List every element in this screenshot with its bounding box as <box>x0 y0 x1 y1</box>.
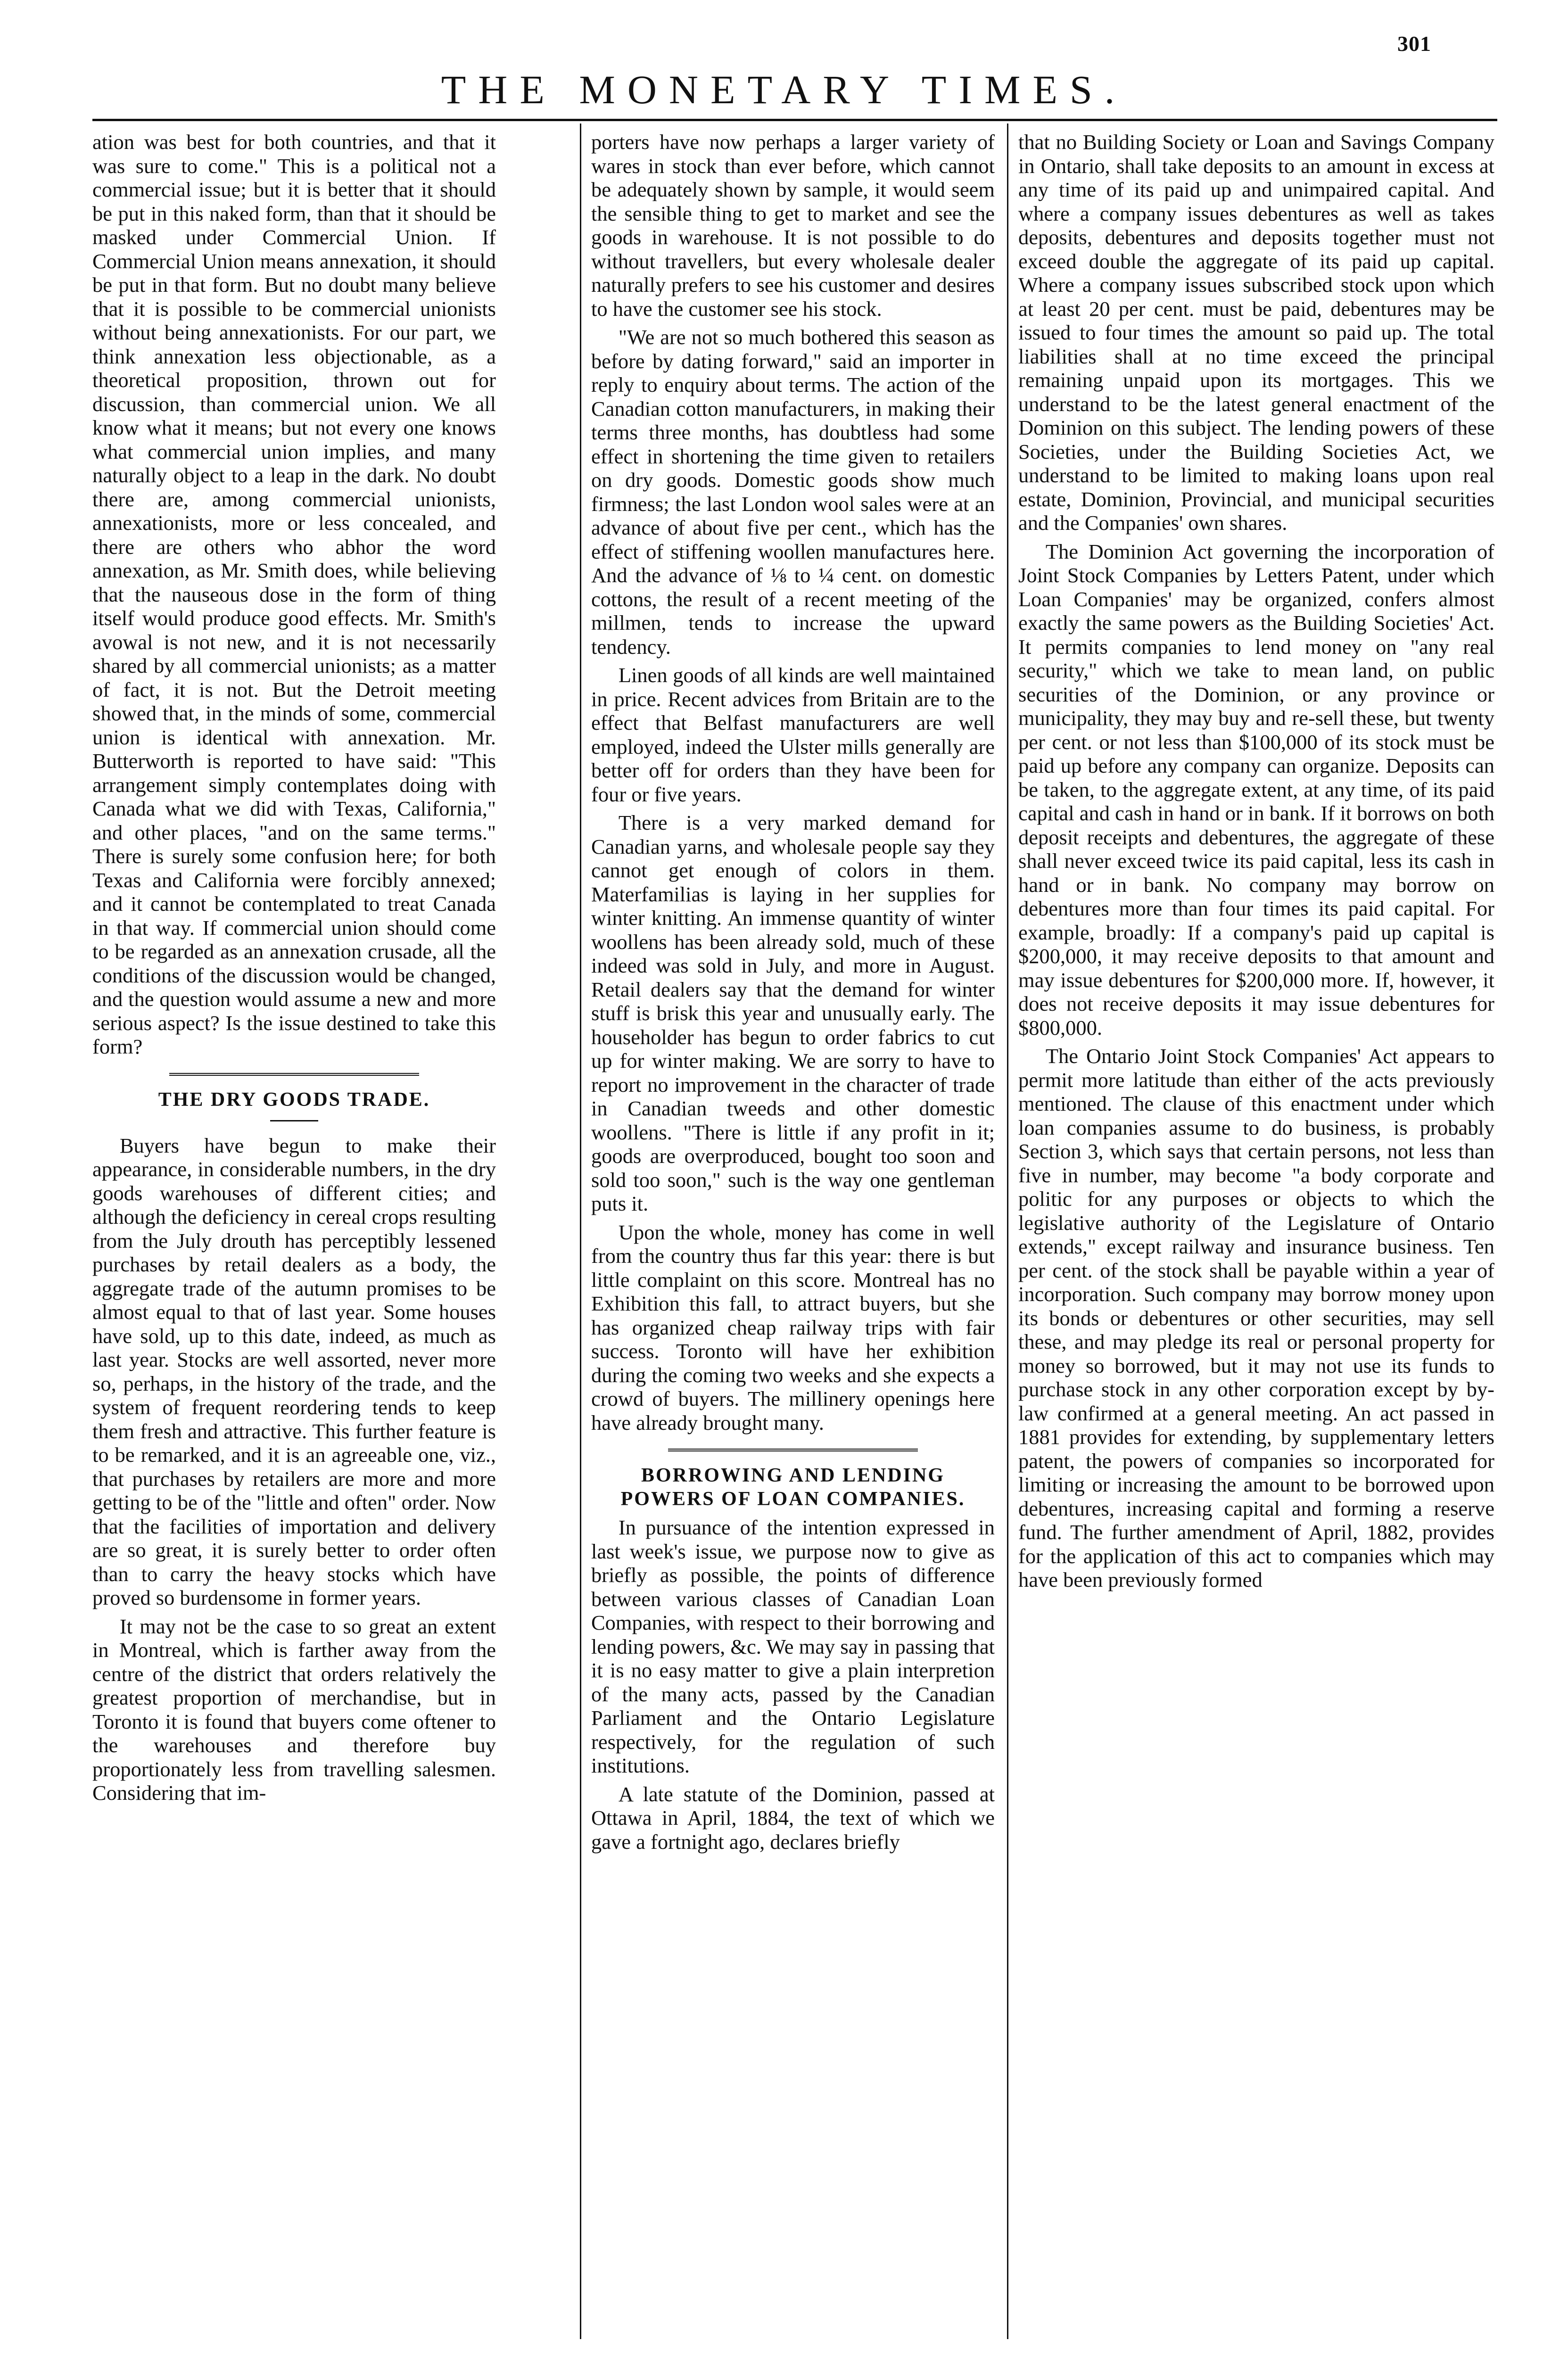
column-2 <box>591 130 995 2346</box>
article-paragraph: In pursuance of the intention expressed in last week's issue, we purpose now to give as briefly as possible, the points of difference between various classes of Canadian Loan Companies, with respect to their borrowing and lending powers, &c. We may say in passing that it is no easy matter to give a plain interpretion of the many acts, passed by the Canadian Parliament and the Ontario Legislature respectively, for the regulation of such institutions. <box>591 1516 995 1777</box>
article-paragraph: that no Building Society or Loan and Savings Company in Ontario, shall take deposits to an amount in excess at any time of its paid up and unimpaired capital. And where a company issues debentures as well as takes deposits, debentures and deposits together must not exceed double the aggregate of its paid up capital. Where a company issues subscribed stock upon which at least 20 per cent. must be paid, debentures may be issued to four times the amount so paid up. The total liabilities shall at no time exceed the principal remaining unpaid upon its mortgages. This we understand to be the latest general enactment of the Dominion on this subject. The lending powers of these Societies, under the Building Societies Act, we understand to be limited to making loans upon real estate, Dominion, Provincial, and municipal securities and the Companies' own shares. <box>1018 130 1494 535</box>
article-paragraph: The Ontario Joint Stock Companies' Act appears to permit more latitude than either of the acts previously mentioned. The clause of this enactment under which loan companies assume to do business, is probably Section 3, which says that certain persons, not less than five in number, may become "a body corporate and politic for any purposes or objects to which the legislative authority of the Legislature of Ontario extends," except railway and insurance business. Ten per cent. of the stock shall be payable within a year of incorporation. Such company may borrow money upon its bonds or debentures or other securities, may sell these, and may pledge its real or personal property for money so borrowed, but it may not use its funds to purchase stock in any other corporation except by by-law confirmed at a general meeting. An act passed in 1881 provides for extending, by supplementary letters patent, the powers of companies so incorporated for limiting or increasing the amount to be borrowed upon debentures, increasing capital and forming a reserve fund. The further amendment of April, 1882, provides for the application of this act to companies which may have been previously formed <box>1018 1044 1494 1591</box>
article-paragraph: ation was best for both countries, and that it was sure to come." This is a political not a commercial issue; but it is better that it should be put in this naked form, than that it should be masked under Commercial Union. If Commercial Union means annexation, it should be put in that form. But no doubt many believe that it is possible to be commercial unionists without being annexationists. For our part, we think annexation less objectionable, as a theoretical proposition, thrown out for discussion, than commercial union. We all know what it means; but not every one knows what commercial union implies, and many naturally object to a leap in the dark. No doubt there are, among commercial unionists, annexationists, more or less concealed, and there are others who abhor the word annexation, as Mr. Smith does, while believing that the nauseous dose in the form of thing itself would produce good effects. Mr. Smith's avowal is not new, and it is not necessarily shared by all commercial unionists; as a matter of fact, it is not. But the Detroit meeting showed that, in the minds of some, commercial union is identical with annexation. Mr. Butterworth is reported to have said: "This arrangement simply contemplates doing with Canada what we did with Texas, California," and other places, "and on the same terms." There is surely some confusion here; for both Texas and California were forcibly annexed; and it cannot be contemplated to treat Canada in that way. If commercial union should come to be regarded as an annexation crusade, all the conditions of the discussion would be changed, and the question would assume a new and more serious aspect? Is the issue destined to take this form? <box>92 130 496 1058</box>
article-paragraph: A late statute of the Dominion, passed at Ottawa in April, 1884, the text of which we gave a fortnight ago, declares briefly <box>591 1782 995 1854</box>
column-rule-1 <box>580 124 581 2339</box>
column-1 <box>92 130 496 2346</box>
masthead-title: THE MONETARY TIMES. <box>441 67 1127 112</box>
article-paragraph: Upon the whole, money has come in well from the country thus far this year: there is but little complaint on this score. Montreal has no Exhibition this fall, to attract buyers, but she has organized cheap railway trips with fair success. Toronto will have her exhibition during the coming two weeks and she expects a crowd of buyers. The millinery openings here have already brought many. <box>591 1220 995 1434</box>
column-rule-2 <box>1007 124 1008 2339</box>
section-divider <box>169 1073 420 1076</box>
article-paragraph: Linen goods of all kinds are well maintained in price. Recent advices from Britain are to the effect that Belfast manufacturers are well employed, indeed the Ulster mills generally are better off for orders than they have been for four or five years. <box>591 663 995 806</box>
page-number: 301 <box>1397 32 1431 56</box>
section-divider <box>668 1449 918 1451</box>
heading-underline <box>270 1120 319 1121</box>
article-paragraph: There is a very marked demand for Canadian yarns, and wholesale people say they cannot get enough of colors in them. Materfamilias is laying in her supplies for winter knitting. An immense quantity of winter woollens has been already sold, much of these indeed was sold in July, and more in August. Retail dealers say that the demand for winter stuff is brisk this year and unusually early. The householder has begun to order fabrics to cut up for winter making. We are sorry to have to report no improvement in the character of trade in Canadian tweeds and other domestic woollens. "There is little if any profit in it; goods are overproduced, bought too soon and sold too soon," such is the way one gentleman puts it. <box>591 811 995 1215</box>
column-3 <box>1018 130 1494 2346</box>
section-heading: BORROWING AND LENDING POWERS OF LOAN COMPANIES. <box>620 1465 966 1510</box>
section-heading: THE DRY GOODS TRADE. <box>158 1088 430 1111</box>
article-paragraph: Buyers have begun to make their appearance, in considerable numbers, in the dry goods warehouses of different cities; and although the deficiency in cereal crops resulting from the July drouth has perceptibly lessened purchases by retail dealers as a body, the aggregate trade of the autumn promises to be almost equal to that of last year. Some houses have sold, up to this date, indeed, as much as last year. Stocks are well assorted, never more so, perhaps, in the history of the trade, and the system of frequent reordering tends to keep them fresh and attractive. This further feature is to be remarked, and it is an agreeable one, viz., that purchases by retailers are more and more getting to be of the "little and often" order. Now that the facilities of importation and delivery are so great, it is surely better to order often than to carry the heavy stocks which have proved so burdensome in former years. <box>92 1133 496 1609</box>
masthead-rule <box>92 119 1497 121</box>
article-paragraph: porters have now perhaps a larger variety of wares in stock than ever before, which cannot be adequately shown by sample, it would seem the sensible thing to get to market and see the goods in warehouse. It is not possible to do without travellers, but every wholesale dealer naturally prefers to see his customer and desires to have the customer see his stock. <box>591 130 995 321</box>
article-paragraph: It may not be the case to so great an extent in Montreal, which is farther away from the centre of the district that orders relatively the greatest proportion of merchandise, but in Toronto it is found that buyers come oftener to the warehouses and therefore buy proportionately less from travelling salesmen. Considering that im- <box>92 1614 496 1805</box>
article-paragraph: "We are not so much bothered this season as before by dating forward," said an importer in reply to enquiry about terms. The action of the Canadian cotton manufacturers, in making their terms three months, has doubtless had some effect in shortening the time given to retailers on dry goods. Domestic goods show much firmness; the last London wool sales were at an advance of about five per cent., which has the effect of stiffening woollen manufactures here. And the advance of ⅛ to ¼ cent. on domestic cottons, the result of a recent meeting of the millmen, tends to increase the upward tendency. <box>591 325 995 659</box>
article-paragraph: The Dominion Act governing the incorporation of Joint Stock Companies by Letters Patent, under which Loan Companies' may be organized, confers almost exactly the same powers as the Building Societies' Act. It permits companies to lend money on "any real security," which we take to mean land, on public securities of the Dominion, or any province or municipality, they may buy and re-sell these, but twenty per cent. or not less than $100,000 of its stock must be paid up before any company can organize. Deposits can be taken, to the aggregate extent, at any time, of its paid capital and cash in hand or in bank. If it borrows on both deposit receipts and debentures, the aggregate of these shall never exceed twice its paid capital, less its cash in hand or in bank. No company may borrow on debentures more than four times its paid capital. For example, broadly: If a company's paid up capital is $200,000, it may receive deposits to that amount and may issue debentures for $200,000 more. If, however, it does not receive deposits it may issue debentures for $800,000. <box>1018 539 1494 1039</box>
